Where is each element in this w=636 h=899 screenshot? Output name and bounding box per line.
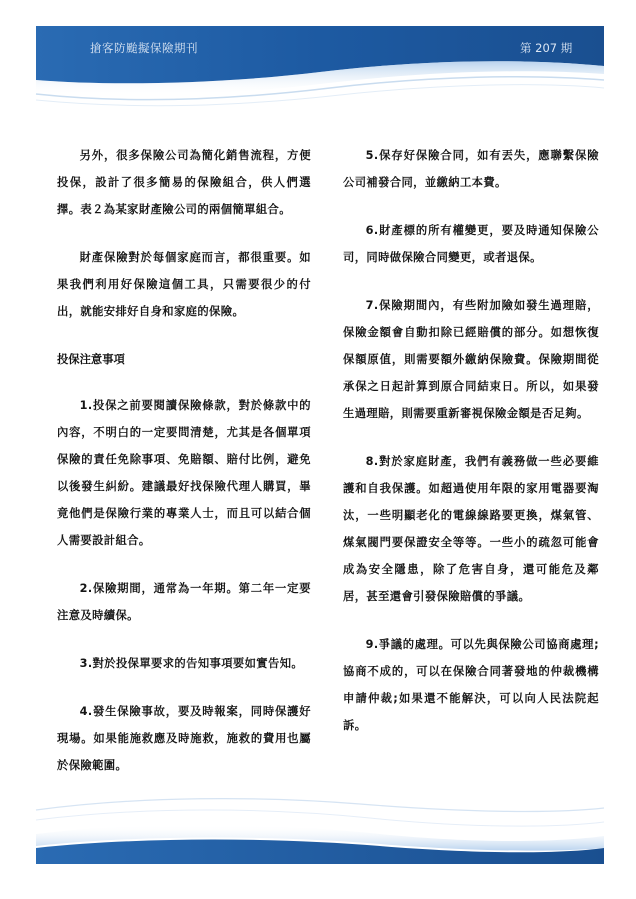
paragraph: 8.對於家庭財產，我們有義務做一些必要維護和自我保護。如超過使用年限的家用電器要淘汰，一些明顯老化的電線線路要更換，煤氣管、煤氣閥門要保證安全等等。一些小的疏忽可能會成為安全隱患，除了危害自身，還可能危及鄰居，甚至還會引發保險賠償的爭議。 (343, 455, 599, 603)
paragraph: 6.財產標的所有權變更，要及時通知保險公司，同時做保險合同變更，或者退保。 (343, 224, 599, 264)
left-column (57, 142, 311, 800)
footer-band-graphic (0, 790, 636, 899)
paragraph: 4.發生保險事故，要及時報案，同時保護好現場。如果能施救應及時施救，施救的費用也屬於保險範圍。 (57, 705, 311, 772)
paragraph: 1.投保之前要閱讀保險條款，對於條款中的內容，不明白的一定要問清楚，尤其是各個單項保險的責任免除事項、免賠額、賠付比例，避免以後發生糾紛。建議最好找保險代理人購買，畢竟他們是保險行業的專業人士，而且可以結合個人需要設計組合。 (57, 399, 311, 547)
journal-title: 搶客防颱擬保險期刊 (90, 41, 198, 55)
paragraph: 另外，很多保險公司為簡化銷售流程，方便投保，設計了很多簡易的保險組合，供人們選擇。表２為某家財產險公司的兩個簡單組合。 (57, 149, 311, 216)
right-column (343, 142, 599, 760)
paragraph: 9.爭議的處理。可以先與保險公司協商處理;協商不成的，可以在保險合同著發地的仲裁機構申請仲裁;如果還不能解決，可以向人民法院起訴。 (343, 638, 599, 732)
issue-number: 第 207 期 (520, 41, 573, 55)
page-header (0, 0, 636, 120)
header-band-graphic (0, 0, 636, 120)
section-heading: 投保注意事項 (57, 353, 125, 366)
page-footer (0, 790, 636, 899)
paragraph: 2.保險期間，通常為一年期。第二年一定要注意及時續保。 (57, 582, 311, 622)
paragraph: 3.對於投保單要求的告知事項要如實告知。 (79, 657, 304, 670)
paragraph: 7.保險期間內，有些附加險如發生過理賠，保險金額會自動扣除已經賠償的部分。如想恢復保額原值，則需要額外繳納保險費。保險期間從承保之日起計算到原合同結束日。所以，如果發生過理賠，則需要重新審視保險金額是否足夠。 (343, 299, 599, 420)
paragraph: 財產保險對於每個家庭而言，都很重要。如果我們利用好保險這個工具，只需要很少的付出，就能安排好自身和家庭的保險。 (57, 251, 311, 318)
paragraph: 5.保存好保險合同，如有丟失，應聯繫保險公司補發合同，並繳納工本費。 (343, 149, 599, 189)
